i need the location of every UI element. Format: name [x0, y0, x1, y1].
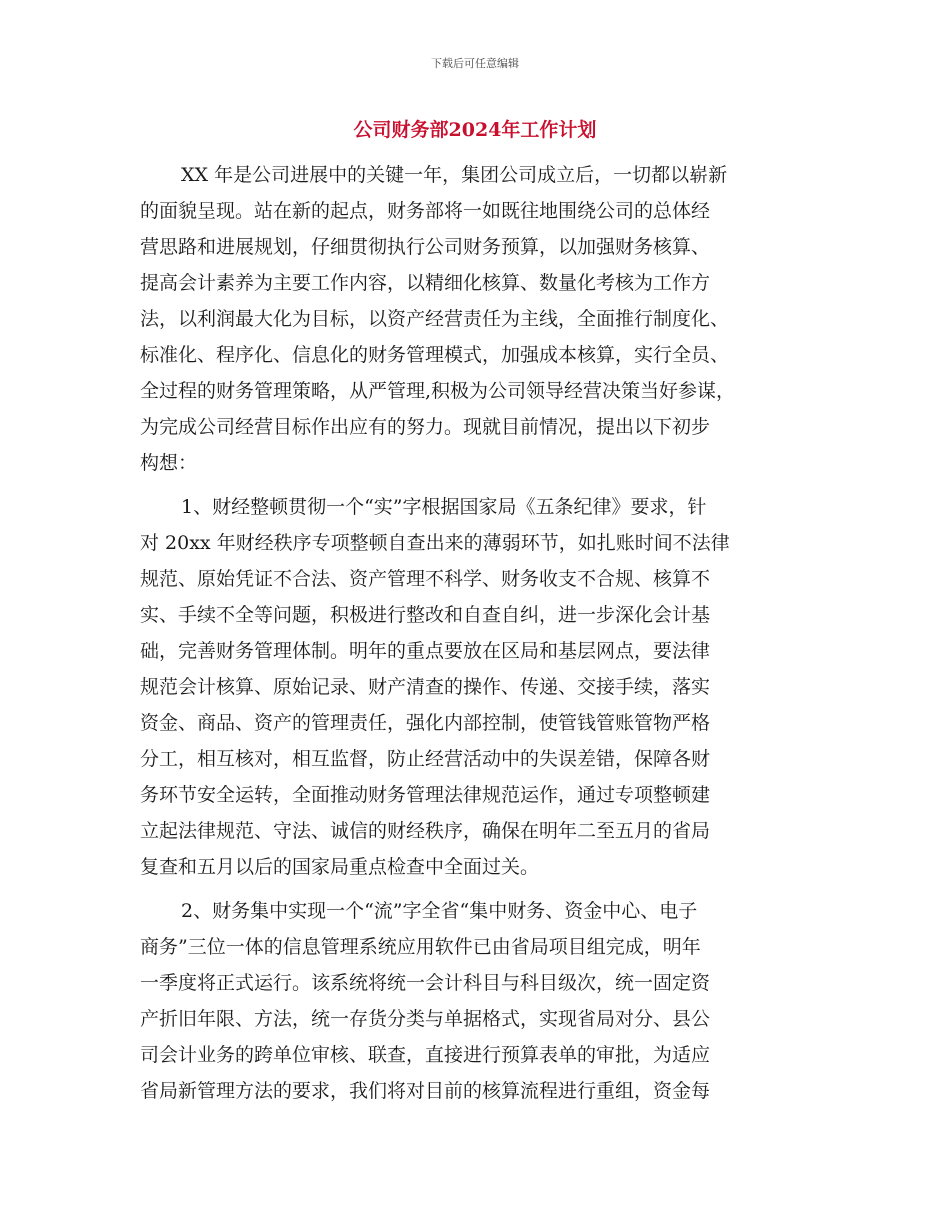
paragraph-line: 资金、商品、资产的管理责任，强化内部控制，使管钱管账管物严格: [140, 712, 711, 734]
paragraph-line: 规范、原始凭证不合法、资产管理不科学、财务收支不合规、核算不: [140, 568, 711, 590]
paragraph-line: 商务”三位一体的信息管理系统应用软件已由省局项目组完成，明年: [140, 936, 701, 958]
paragraph-line: 司会计业务的跨单位审核、联查，直接进行预算表单的审批，为适应: [140, 1044, 711, 1066]
paragraph-line: 务环节安全运转，全面推动财务管理法律规范运作，通过专项整顿建: [140, 784, 711, 806]
paragraph-line: 2、财务集中实现一个“流”字全省“集中财务、资金中心、电子: [181, 900, 698, 922]
paragraph-line: 产折旧年限、方法，统一存货分类与单据格式，实现省局对分、县公: [140, 1008, 711, 1030]
paragraph-line: 法，以利润最大化为目标，以资产经营责任为主线，全面推行制度化、: [140, 308, 730, 330]
paragraph-line: XX 年是公司进展中的关键一年，集团公司成立后，一切都以崭新: [181, 164, 728, 186]
paragraph-line: 立起法律规范、守法、诚信的财经秩序，确保在明年二至五月的省局: [140, 820, 711, 842]
paragraph-line: 实、手续不全等问题，积极进行整改和自查自纠，进一步深化会计基: [140, 604, 711, 626]
paragraph-line: 分工，相互核对，相互监督，防止经营活动中的失误差错，保障各财: [140, 748, 711, 770]
paragraph-line: 础，完善财务管理体制。明年的重点要放在区局和基层网点，要法律: [140, 640, 711, 662]
paragraph-line: 全过程的财务管理策略，从严管理,积极为公司领导经营决策当好参谋，: [140, 380, 736, 402]
paragraph-line: 一季度将正式运行。该系统将统一会计科目与科目级次，统一固定资: [140, 972, 711, 994]
paragraph-line: 规范会计核算、原始记录、财产清查的操作、传递、交接手续，落实: [140, 676, 711, 698]
paragraph-line: 对 20xx 年财经秩序专项整顿自查出来的薄弱环节，如扎账时间不法律: [140, 532, 730, 554]
paragraph-line: 1、财经整顿贯彻一个“实”字根据国家局《五条纪律》要求，针: [181, 496, 707, 518]
paragraph-line: 营思路和进展规划，仔细贯彻执行公司财务预算，以加强财务核算、: [140, 236, 711, 258]
paragraph-line: 标准化、程序化、信息化的财务管理模式，加强成本核算，实行全员、: [140, 344, 730, 366]
paragraph-line: 省局新管理方法的要求，我们将对目前的核算流程进行重组，资金每: [140, 1080, 711, 1102]
paragraph-line: 复查和五月以后的国家局重点检查中全面过关。: [140, 856, 540, 878]
page-header: 下载后可任意编辑: [431, 57, 519, 70]
paragraph-line: 的面貌呈现。站在新的起点，财务部将一如既往地围绕公司的总体经: [140, 200, 711, 222]
paragraph-line: 构想：: [140, 452, 198, 474]
paragraph-line: 为完成公司经营目标作出应有的努力。现就目前情况，提出以下初步: [140, 416, 711, 438]
paragraph-line: 提高会计素养为主要工作内容，以精细化核算、数量化考核为工作方: [140, 272, 711, 294]
document-title: 公司财务部2024年工作计划: [353, 119, 597, 141]
